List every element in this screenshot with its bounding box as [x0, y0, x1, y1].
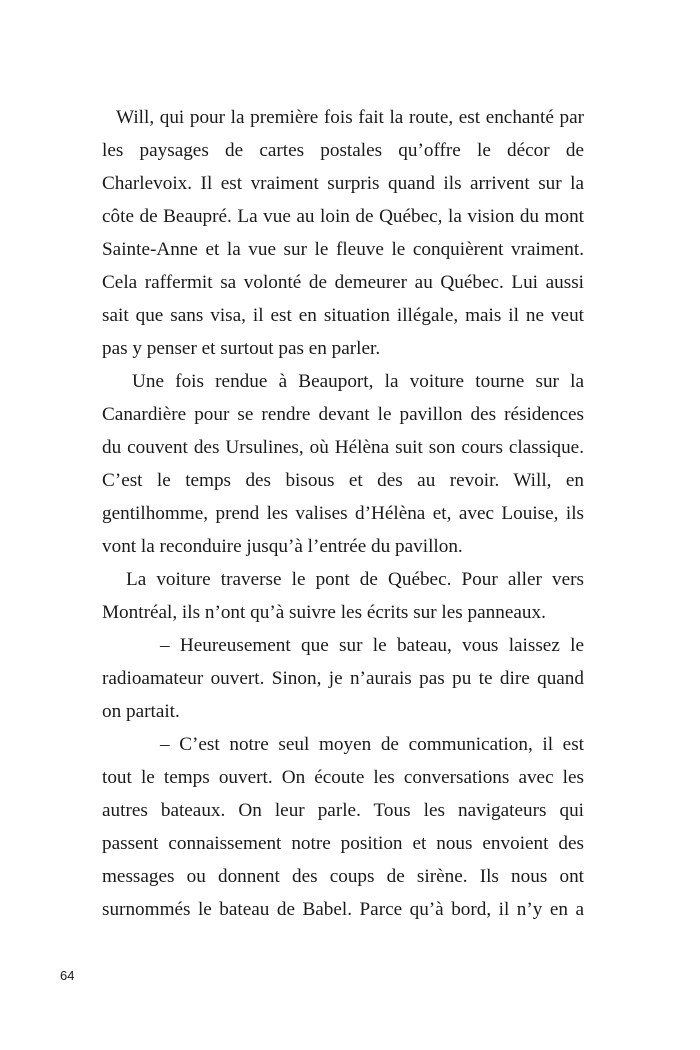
text-line: vont la reconduire jusqu’à l’entrée du pavillon. [102, 536, 463, 557]
text-line: Une fois rendue à Beauport, la voiture tourne sur la [132, 371, 584, 392]
text-line: Sainte-Anne et la vue sur le fleuve le conquièrent vraiment. [102, 239, 584, 260]
text-line: Canardière pour se rendre devant le pavillon des résidences [102, 404, 584, 425]
text-line: Charlevoix. Il est vraiment surpris quand ils arrivent sur la [102, 173, 584, 194]
text-line: autres bateaux. On leur parle. Tous les navigateurs qui [102, 800, 584, 821]
paragraph-3 [102, 563, 584, 629]
text-line: Cela raffermit sa volonté de demeurer au Québec. Lui aussi [102, 272, 584, 293]
dialogue-paragraph-1 [102, 629, 584, 728]
text-line: passent connaissement notre position et nous envoient des [102, 833, 584, 854]
text-line: sait que sans visa, il est en situation illégale, mais il ne veut [102, 305, 584, 326]
text-line: C’est le temps des bisous et des au revoir. Will, en [102, 470, 584, 491]
text-line: La voiture traverse le pont de Québec. Pour aller vers [126, 569, 584, 590]
page-number: 64 [60, 968, 75, 983]
text-line: surnommés le bateau de Babel. Parce qu’à bord, il n’y en a [102, 899, 584, 920]
text-line: on partait. [102, 701, 180, 722]
paragraph-1 [102, 101, 584, 365]
dialogue-paragraph-2 [102, 728, 584, 926]
text-line: messages ou donnent des coups de sirène. Ils nous ont [102, 866, 584, 887]
body-text [102, 101, 584, 926]
text-line: côte de Beaupré. La vue au loin de Québec, la vision du mont [102, 206, 584, 227]
text-line: Will, qui pour la première fois fait la route, est enchanté par [116, 107, 584, 128]
text-line: pas y penser et surtout pas en parler. [102, 338, 381, 359]
text-line: – Heureusement que sur le bateau, vous laissez le [160, 635, 584, 656]
text-line: radioamateur ouvert. Sinon, je n’aurais pas pu te dire quand [102, 668, 584, 689]
text-line: du couvent des Ursulines, où Hélèna suit son cours classique. [102, 437, 584, 458]
text-line: gentilhomme, prend les valises d’Hélèna et, avec Louise, ils [102, 503, 584, 524]
text-line: tout le temps ouvert. On écoute les conversations avec les [102, 767, 584, 788]
text-line: – C’est notre seul moyen de communication, il est [160, 734, 584, 755]
paragraph-2 [102, 365, 584, 563]
text-line: Montréal, ils n’ont qu’à suivre les écrits sur les panneaux. [102, 602, 546, 623]
text-line: les paysages de cartes postales qu’offre le décor de [102, 140, 584, 161]
